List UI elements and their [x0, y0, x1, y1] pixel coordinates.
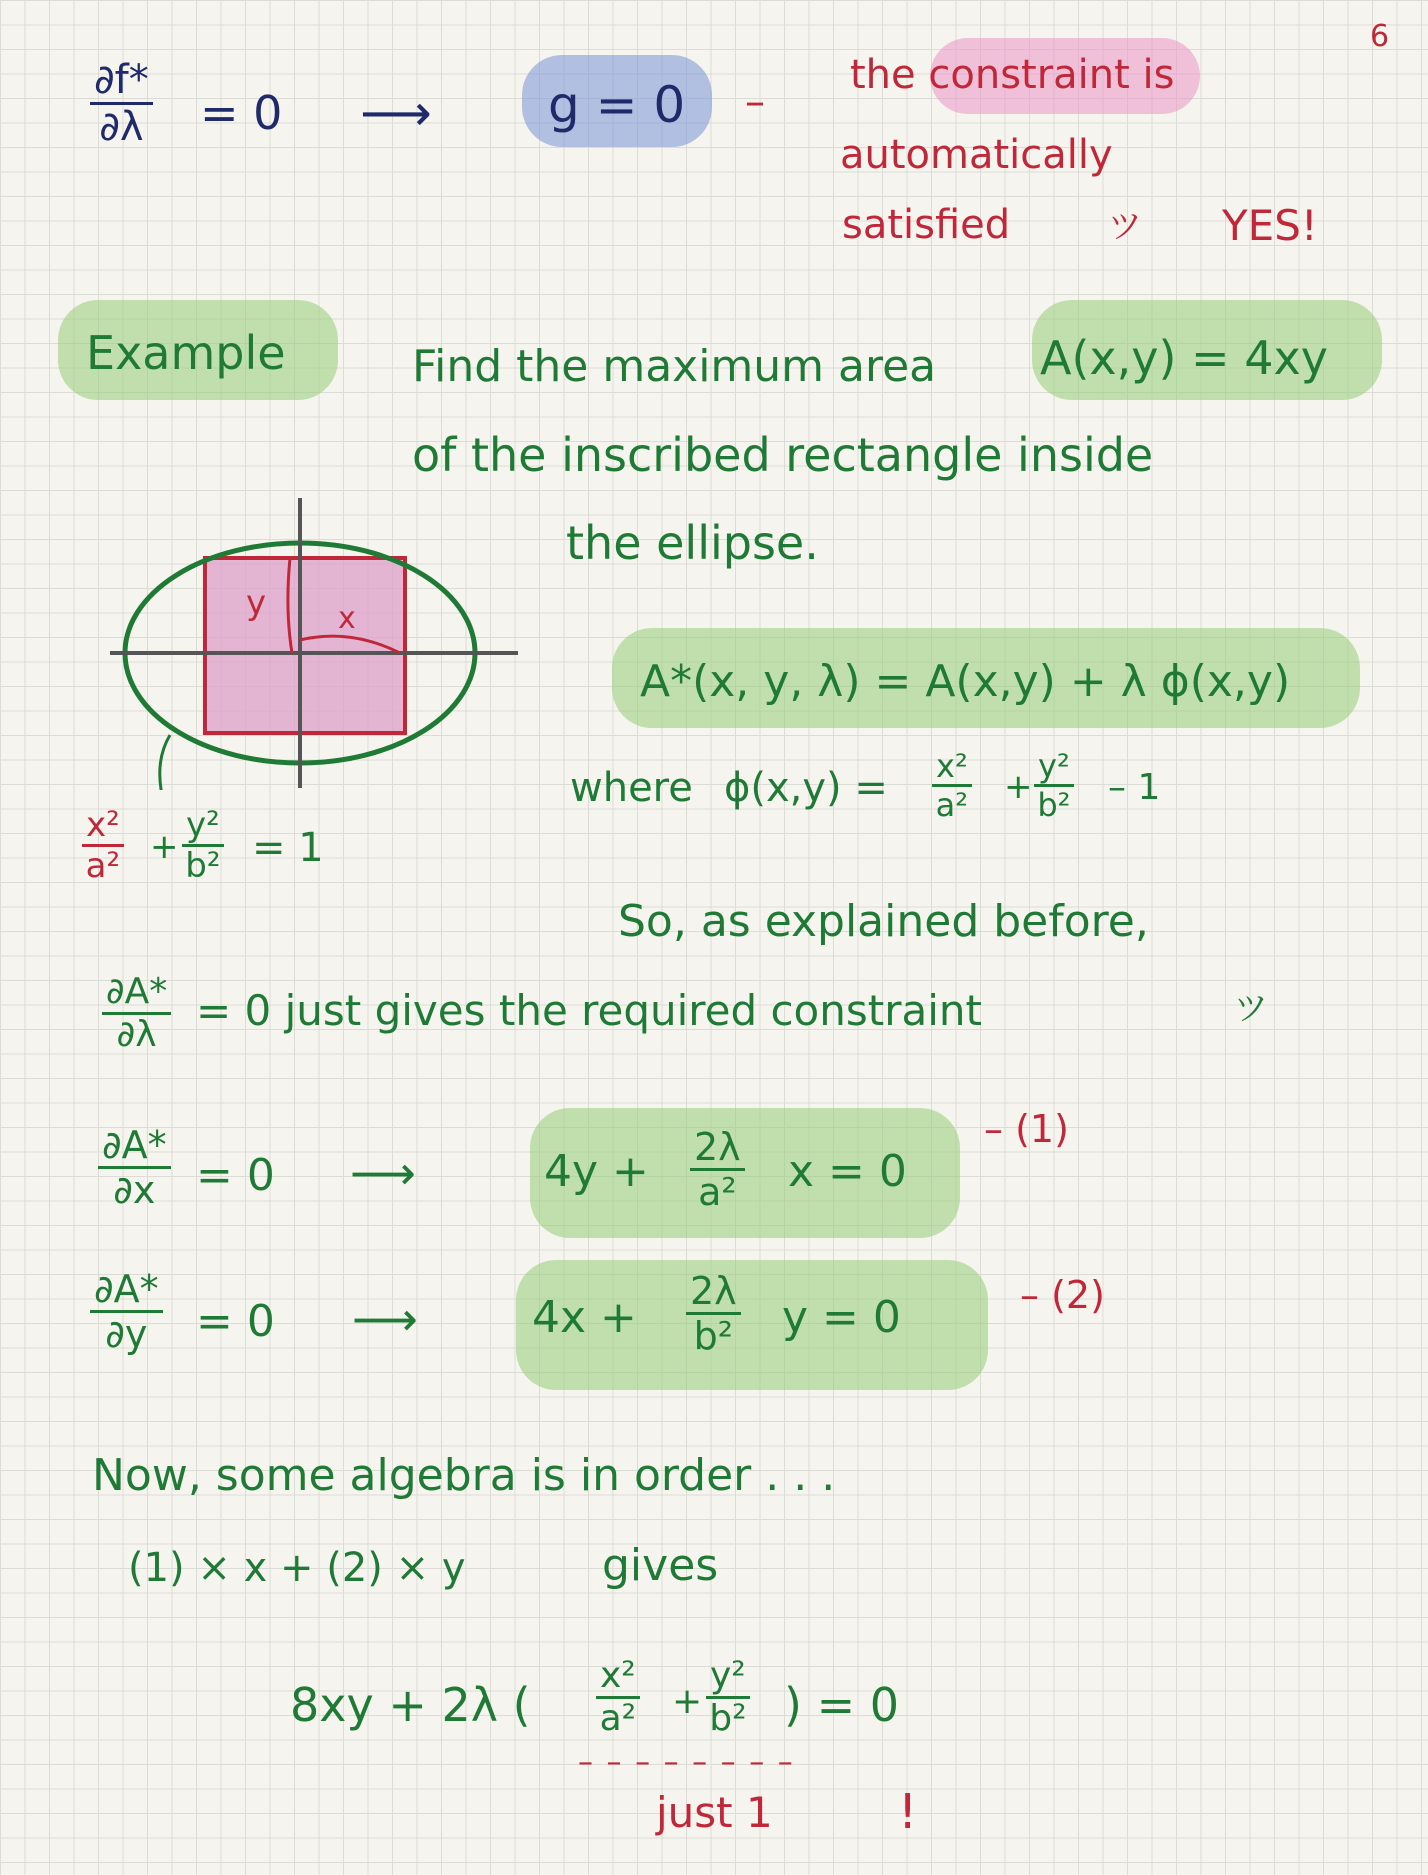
fraction-denominator: a² — [599, 1698, 637, 1739]
algebra-line-1: Now, some algebra is in order . . . — [92, 1450, 836, 1501]
phi-lhs: ϕ(x,y) = — [724, 765, 888, 811]
final-plus: + — [672, 1681, 703, 1722]
fraction-numerator: y² — [1034, 750, 1074, 787]
fraction-numerator: 2λ — [690, 1128, 745, 1171]
fraction-numerator: ∂f* — [90, 60, 153, 105]
explained-line: So, as explained before, — [618, 896, 1149, 947]
example-label: Example — [86, 326, 286, 380]
where-label: where — [570, 765, 693, 811]
final-lhs: 8xy + 2λ ( — [290, 1678, 531, 1732]
eq2-arrow: ⟶ — [352, 1292, 418, 1346]
final-y-fraction — [706, 1655, 750, 1739]
inscribed-rectangle — [205, 558, 405, 733]
fraction-denominator: b² — [709, 1698, 747, 1739]
ellipse-eq-rhs: = 1 — [252, 825, 324, 871]
top-arrow: ⟶ — [360, 84, 432, 142]
final-rhs: ) = 0 — [784, 1678, 899, 1732]
fraction-numerator: y² — [706, 1658, 750, 1699]
phi-x-fraction — [932, 747, 972, 824]
area-formula: A(x,y) = 4xy — [1040, 331, 1328, 385]
eq2-tag: – (2) — [1020, 1273, 1105, 1317]
ellipse-eq-x-fraction — [82, 805, 124, 886]
phi-tail: – 1 — [1108, 767, 1161, 808]
just-one-exclaim: ! — [898, 1784, 918, 1840]
note-constraint: constraint — [928, 52, 1130, 98]
final-x-fraction — [596, 1655, 640, 1739]
eq2-term2: y = 0 — [782, 1292, 901, 1343]
top-equals-zero: = 0 — [200, 86, 283, 140]
fraction-numerator: x² — [596, 1658, 640, 1699]
phi-plus: + — [1004, 767, 1033, 807]
fraction-numerator: ∂A* — [102, 974, 171, 1015]
note-line-2: automatically — [840, 132, 1113, 178]
rect-label-x: x — [338, 601, 356, 636]
note-the: the — [850, 52, 916, 98]
smiley-icon: ツ — [1234, 989, 1268, 1029]
fraction-numerator: ∂A* — [98, 1126, 171, 1169]
note-line-1 — [850, 52, 1175, 98]
dA-dy-fraction — [90, 1267, 163, 1356]
eq1-term2: x = 0 — [788, 1146, 907, 1197]
just-one-note: just 1 — [656, 1788, 773, 1837]
algebra-line-2b: gives — [602, 1540, 719, 1591]
rect-label-y: y — [246, 583, 267, 623]
eq1-equals-zero: = 0 — [196, 1150, 275, 1201]
smiley-icon: ツ — [1108, 207, 1142, 247]
leader-line — [160, 735, 170, 790]
page-number: 6 — [1370, 19, 1390, 54]
algebra-line-2a: (1) × x + (2) × y — [128, 1545, 466, 1591]
fraction-denominator: a² — [935, 786, 969, 824]
eq2-fraction — [686, 1269, 741, 1358]
lagrangian-expression: A*(x, y, λ) = A(x,y) + λ ϕ(x,y) — [640, 656, 1291, 707]
explained-rest: = 0 just gives the required constraint — [196, 986, 982, 1035]
df-dlambda-fraction — [90, 57, 153, 150]
fraction-numerator: y² — [182, 808, 224, 847]
eq1-term1: 4y + — [544, 1146, 649, 1197]
eq2-equals-zero: = 0 — [196, 1296, 275, 1347]
example-line-2: of the inscribed rectangle inside — [412, 428, 1154, 482]
fraction-denominator: a² — [698, 1170, 737, 1214]
note-is: is — [1142, 52, 1175, 98]
example-line-1: Find the maximum area — [412, 341, 937, 392]
phi-y-fraction — [1034, 747, 1074, 824]
fraction-denominator: ∂y — [105, 1312, 148, 1356]
fraction-denominator: ∂λ — [116, 1014, 157, 1055]
yes-text: YES! — [1222, 201, 1318, 250]
fraction-denominator: ∂λ — [99, 104, 144, 150]
ellipse-eq-plus: + — [150, 827, 179, 867]
fraction-numerator: 2λ — [686, 1272, 741, 1315]
eq1-fraction — [690, 1125, 745, 1214]
fraction-numerator: x² — [932, 750, 972, 787]
final-underline: – – – – – – – – — [578, 1745, 795, 1780]
example-line-3: the ellipse. — [566, 516, 819, 570]
fraction-numerator: ∂A* — [90, 1270, 163, 1313]
eq2-term1: 4x + — [532, 1292, 637, 1343]
note-line-3: satisfied — [842, 202, 1011, 248]
fraction-denominator: b² — [1037, 786, 1071, 824]
fraction-denominator: b² — [185, 846, 221, 886]
ellipse-eq-y-fraction — [182, 805, 224, 886]
fraction-denominator: a² — [85, 846, 121, 886]
g-equals-zero: g = 0 — [548, 76, 686, 134]
eq1-arrow: ⟶ — [350, 1146, 416, 1200]
dA-dx-fraction — [98, 1123, 171, 1212]
fraction-numerator: x² — [82, 808, 124, 847]
fraction-denominator: ∂x — [113, 1168, 156, 1212]
eq1-tag: – (1) — [984, 1107, 1069, 1151]
note-dash: – — [745, 79, 765, 125]
fraction-denominator: b² — [693, 1314, 734, 1358]
ellipse-diagram — [100, 490, 530, 790]
dA-dlambda-fraction — [102, 971, 171, 1055]
